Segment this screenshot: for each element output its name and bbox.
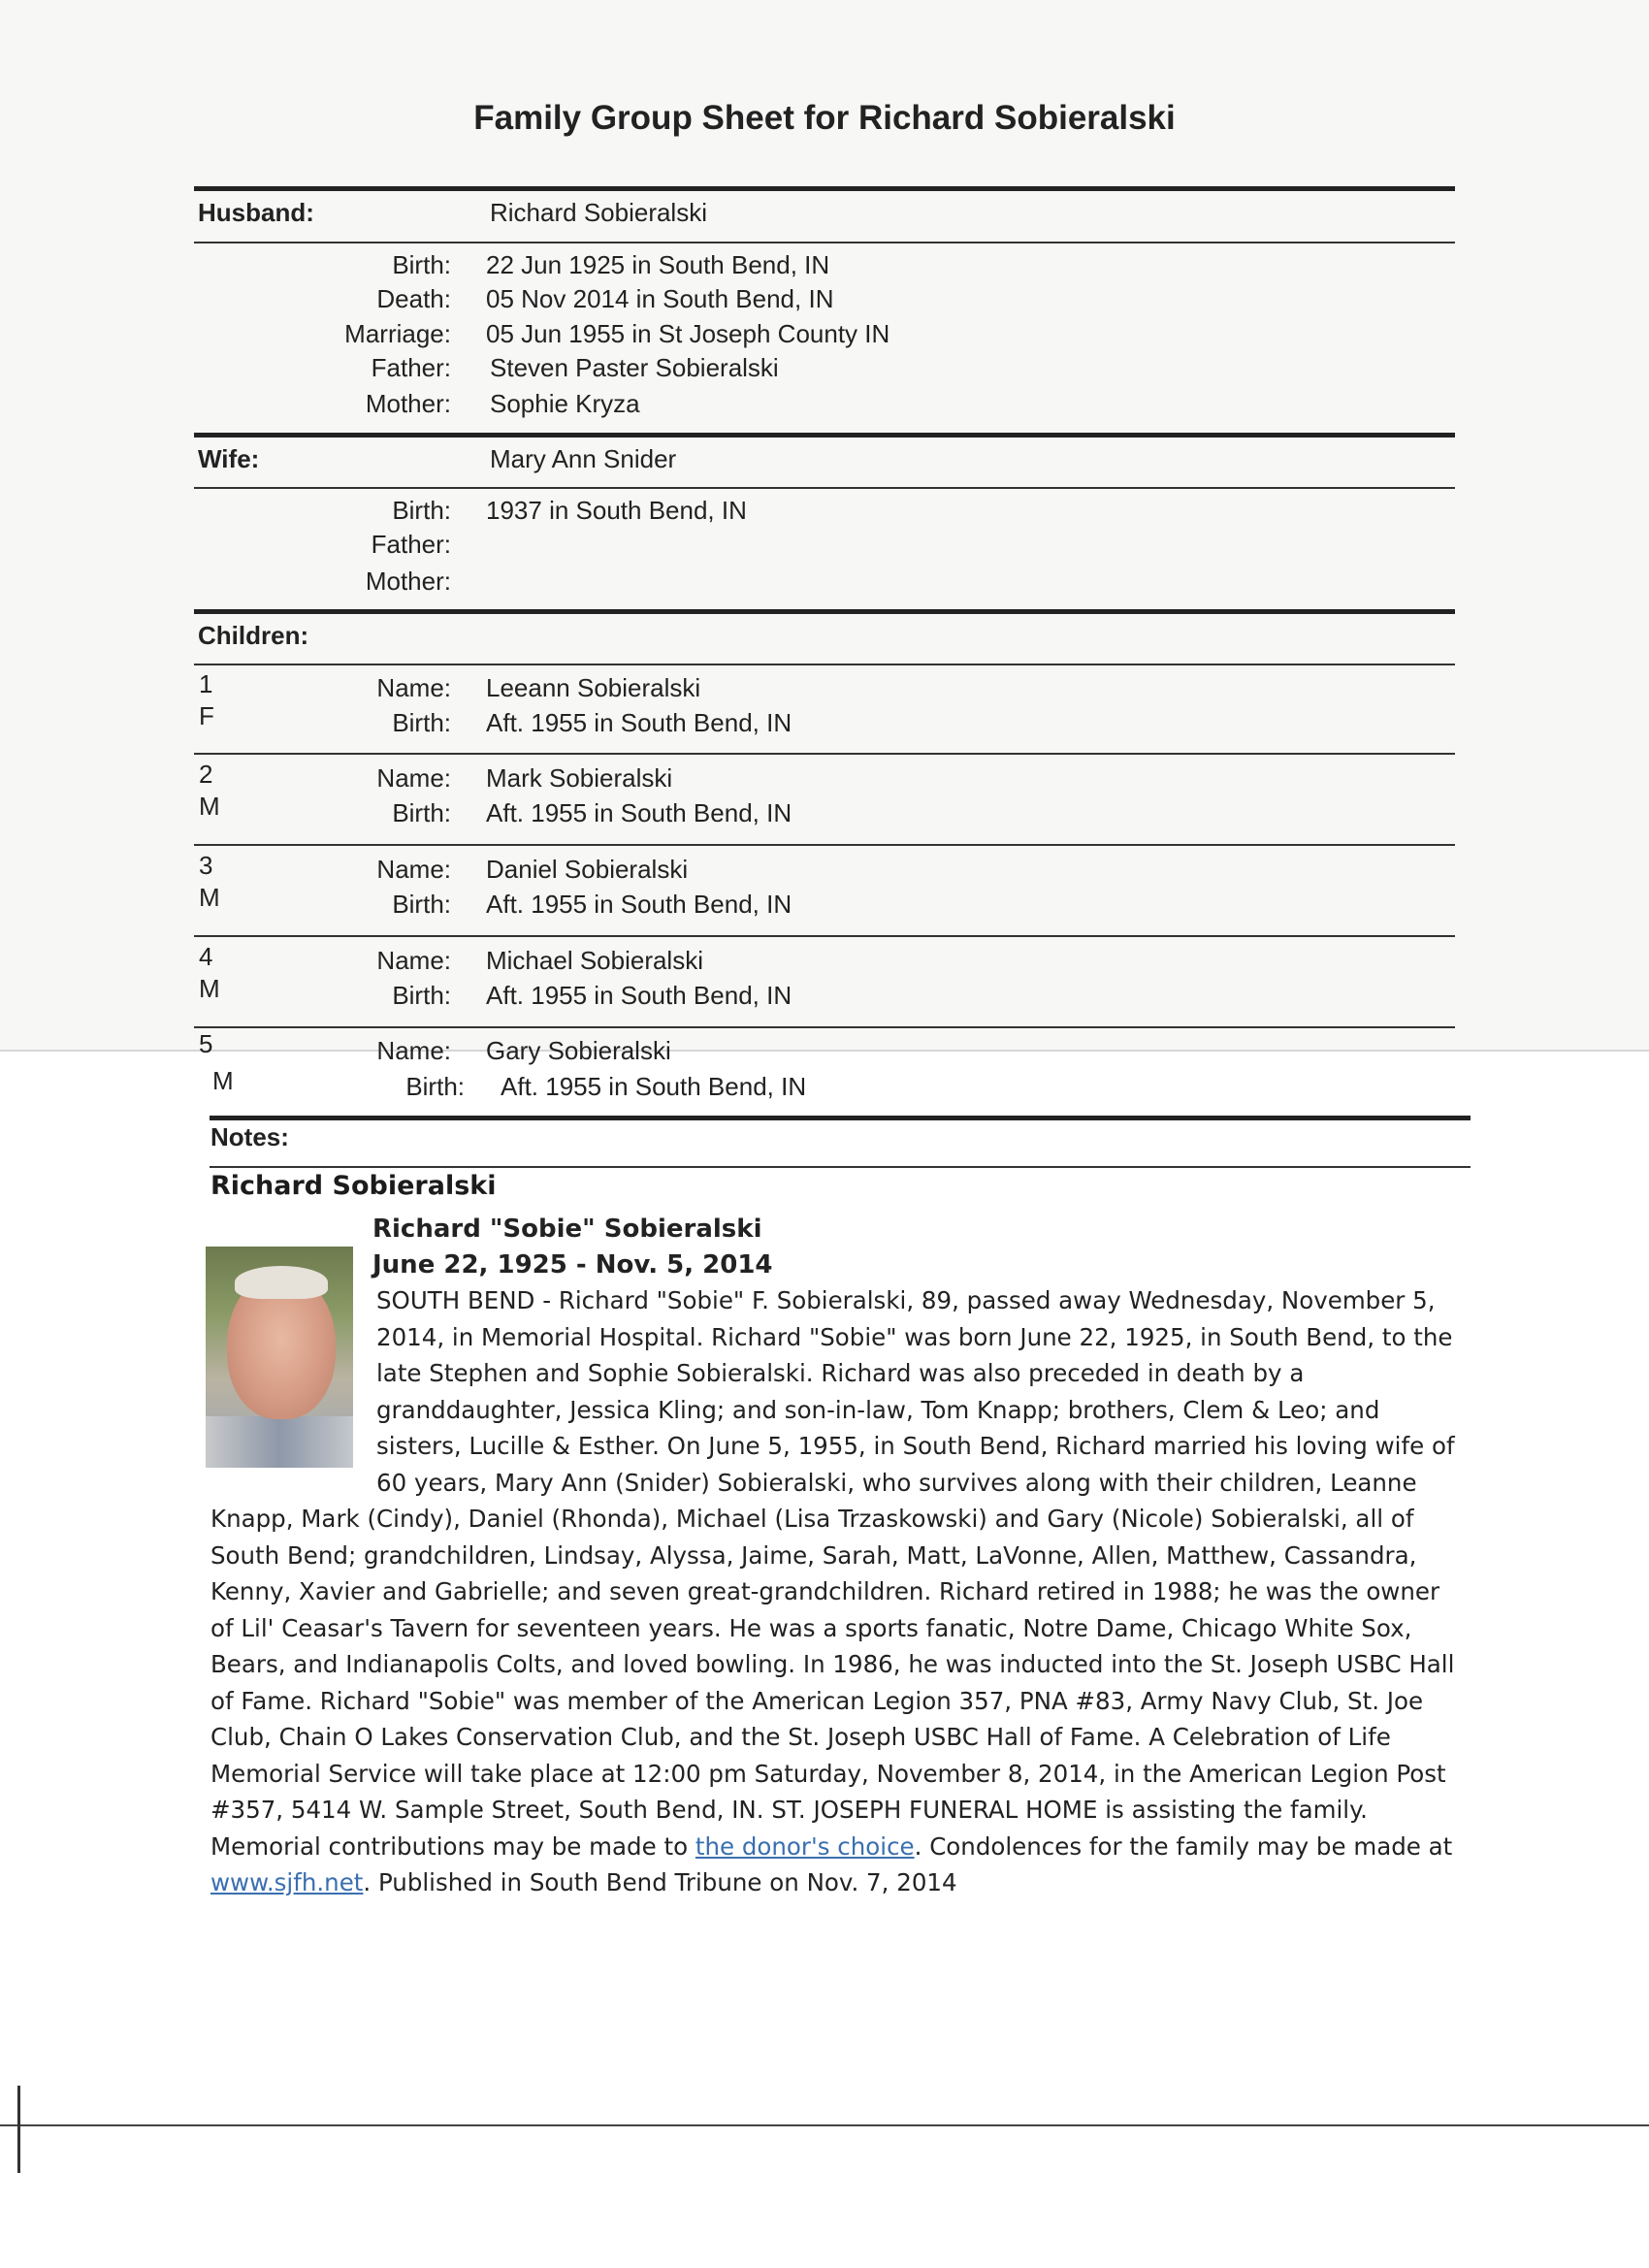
- divider: [194, 753, 1455, 755]
- child-name: Leeann Sobieralski: [486, 673, 701, 702]
- child-sex: M: [199, 883, 220, 912]
- wife-birth-value: 1937 in South Bend, IN: [486, 496, 747, 525]
- child-birth: Aft. 1955 in South Bend, IN: [501, 1072, 807, 1101]
- husband-name: Richard Sobieralski: [490, 198, 707, 227]
- obituary-dates: June 22, 1925 - Nov. 5, 2014: [372, 1250, 773, 1280]
- wife-section-label: Wife:: [198, 444, 260, 473]
- scan-mark: [17, 2086, 20, 2173]
- obituary-line: #357, 5414 W. Sample Street, South Bend, IN. ST. JOSEPH FUNERAL HOME is assisting the family.: [210, 1796, 1368, 1824]
- sjfh-website-link[interactable]: www.sjfh.net: [210, 1868, 364, 1896]
- child-number: 3: [199, 851, 213, 880]
- obituary-line: of Fame. Richard "Sobie" was member of the American Legion 357, PNA #83, Army Navy Club, St. Joe: [210, 1686, 1424, 1715]
- obituary-line: 2014, in Memorial Hospital. Richard "Sobie" was born June 22, 1925, in South Bend, to the: [376, 1322, 1453, 1351]
- divider: [210, 1166, 1471, 1168]
- obituary-title: Richard "Sobie" Sobieralski: [372, 1215, 762, 1244]
- divider: [210, 1116, 1471, 1120]
- child-birth-label: Birth:: [392, 798, 451, 827]
- child-birth-label: Birth:: [392, 708, 451, 737]
- child-sex: M: [212, 1066, 234, 1095]
- husband-birth-label: Birth:: [392, 250, 451, 279]
- child-sex: M: [199, 974, 220, 1003]
- child-birth-label: Birth:: [392, 981, 451, 1010]
- bottom-border-line: [0, 2124, 1649, 2126]
- husband-marriage-value: 05 Jun 1955 in St Joseph County IN: [486, 319, 890, 348]
- obituary-text-indented: [376, 1282, 1455, 1501]
- notes-section-label: Notes:: [210, 1122, 289, 1151]
- obituary-line: Club, Chain O Lakes Conservation Club, and the St. Joseph USBC Hall of Fame. A Celebration of Life: [210, 1723, 1391, 1751]
- child-name-label: Name:: [376, 855, 451, 884]
- child-birth: Aft. 1955 in South Bend, IN: [486, 798, 792, 827]
- obituary-line: SOUTH BEND - Richard "Sobie" F. Sobieralski, 89, passed away Wednesday, November 5,: [376, 1286, 1436, 1314]
- obituary-text: Memorial contributions may be made to: [210, 1831, 695, 1861]
- obituary-line: late Stephen and Sophie Sobieralski. Richard was also preceded in death by a: [376, 1359, 1305, 1387]
- divider: [194, 664, 1455, 665]
- obituary-line: of Lil' Ceasar's Tavern for seventeen years. He was a sports fanatic, Notre Dame, Chicago White Sox,: [210, 1613, 1412, 1642]
- divider: [194, 1026, 1455, 1028]
- obituary-text-full: [210, 1501, 1454, 1901]
- husband-marriage-label: Marriage:: [344, 319, 451, 348]
- child-number: 5: [199, 1029, 213, 1058]
- child-name: Daniel Sobieralski: [486, 855, 689, 884]
- child-name-label: Name:: [376, 1036, 451, 1065]
- obituary-line: Bears, and Indianapolis Colts, and loved bowling. In 1986, he was inducted into the St. Joseph USBC Hall: [210, 1650, 1455, 1678]
- obituary-line: Memorial Service will take place at 12:00 pm Saturday, November 8, 2014, in the American Legion Post: [210, 1759, 1446, 1788]
- divider: [194, 935, 1455, 937]
- page-title: Family Group Sheet for Richard Sobieralski: [473, 99, 1176, 137]
- child-number: 2: [199, 760, 213, 789]
- notes-name: Richard Sobieralski: [210, 1171, 497, 1201]
- wife-birth-label: Birth:: [392, 496, 451, 525]
- husband-birth-value: 22 Jun 1925 in South Bend, IN: [486, 250, 830, 279]
- obituary-line: sisters, Lucille & Esther. On June 5, 1955, in South Bend, Richard married his loving wife of: [376, 1432, 1455, 1460]
- child-number: 1: [199, 669, 213, 698]
- obituary-line: [210, 1864, 1454, 1901]
- husband-death-label: Death:: [376, 284, 451, 313]
- donors-choice-link[interactable]: the donor's choice: [695, 1831, 915, 1861]
- child-birth: Aft. 1955 in South Bend, IN: [486, 890, 792, 919]
- child-name-label: Name:: [376, 763, 451, 793]
- child-birth-label: Birth:: [392, 890, 451, 919]
- child-sex: F: [199, 701, 214, 730]
- obituary-line: Knapp, Mark (Cindy), Daniel (Rhonda), Michael (Lisa Trzaskowski) and Gary (Nicole) Sobieralski, all of: [210, 1505, 1414, 1533]
- husband-death-value: 05 Nov 2014 in South Bend, IN: [486, 284, 834, 313]
- divider: [194, 186, 1455, 191]
- wife-mother-label: Mother:: [365, 567, 451, 596]
- husband-section-label: Husband:: [198, 198, 314, 227]
- children-section-label: Children:: [198, 621, 309, 650]
- child-birth: Aft. 1955 in South Bend, IN: [486, 981, 792, 1010]
- husband-father-value: Steven Paster Sobieralski: [490, 353, 779, 382]
- child-birth: Aft. 1955 in South Bend, IN: [486, 708, 792, 737]
- divider: [194, 433, 1455, 437]
- divider: [194, 609, 1455, 614]
- child-name-label: Name:: [376, 673, 451, 702]
- divider: [194, 487, 1455, 489]
- obituary-text: . Published in South Bend Tribune on Nov. 7, 2014: [363, 1868, 957, 1896]
- divider: [194, 242, 1455, 243]
- child-name: Gary Sobieralski: [486, 1036, 671, 1065]
- child-name: Mark Sobieralski: [486, 763, 673, 793]
- wife-name: Mary Ann Snider: [490, 444, 677, 473]
- wife-father-label: Father:: [371, 530, 451, 559]
- obituary-line: Kenny, Xavier and Gabrielle; and seven great-grandchildren. Richard retired in 1988; he was the owner: [210, 1577, 1440, 1605]
- child-name: Michael Sobieralski: [486, 946, 703, 975]
- child-number: 4: [199, 942, 213, 971]
- obituary-line: 60 years, Mary Ann (Snider) Sobieralski, who survives along with their children, Leanne: [376, 1468, 1417, 1497]
- husband-father-label: Father:: [371, 353, 451, 382]
- husband-mother-value: Sophie Kryza: [490, 389, 640, 418]
- child-sex: M: [199, 792, 220, 821]
- obituary-line: South Bend; grandchildren, Lindsay, Alyssa, Jaime, Sarah, Matt, LaVonne, Allen, Matthew, Cassandra,: [210, 1540, 1417, 1570]
- obituary-line: [210, 1829, 1454, 1865]
- obituary-text: . Condolences for the family may be made at: [914, 1831, 1453, 1861]
- portrait-photo: [206, 1247, 353, 1468]
- divider: [194, 844, 1455, 846]
- obituary-line: granddaughter, Jessica Kling; and son-in-law, Tom Knapp; brothers, Clem & Leo; and: [376, 1395, 1380, 1424]
- child-birth-label: Birth:: [405, 1072, 465, 1101]
- child-name-label: Name:: [376, 946, 451, 975]
- husband-mother-label: Mother:: [365, 389, 451, 418]
